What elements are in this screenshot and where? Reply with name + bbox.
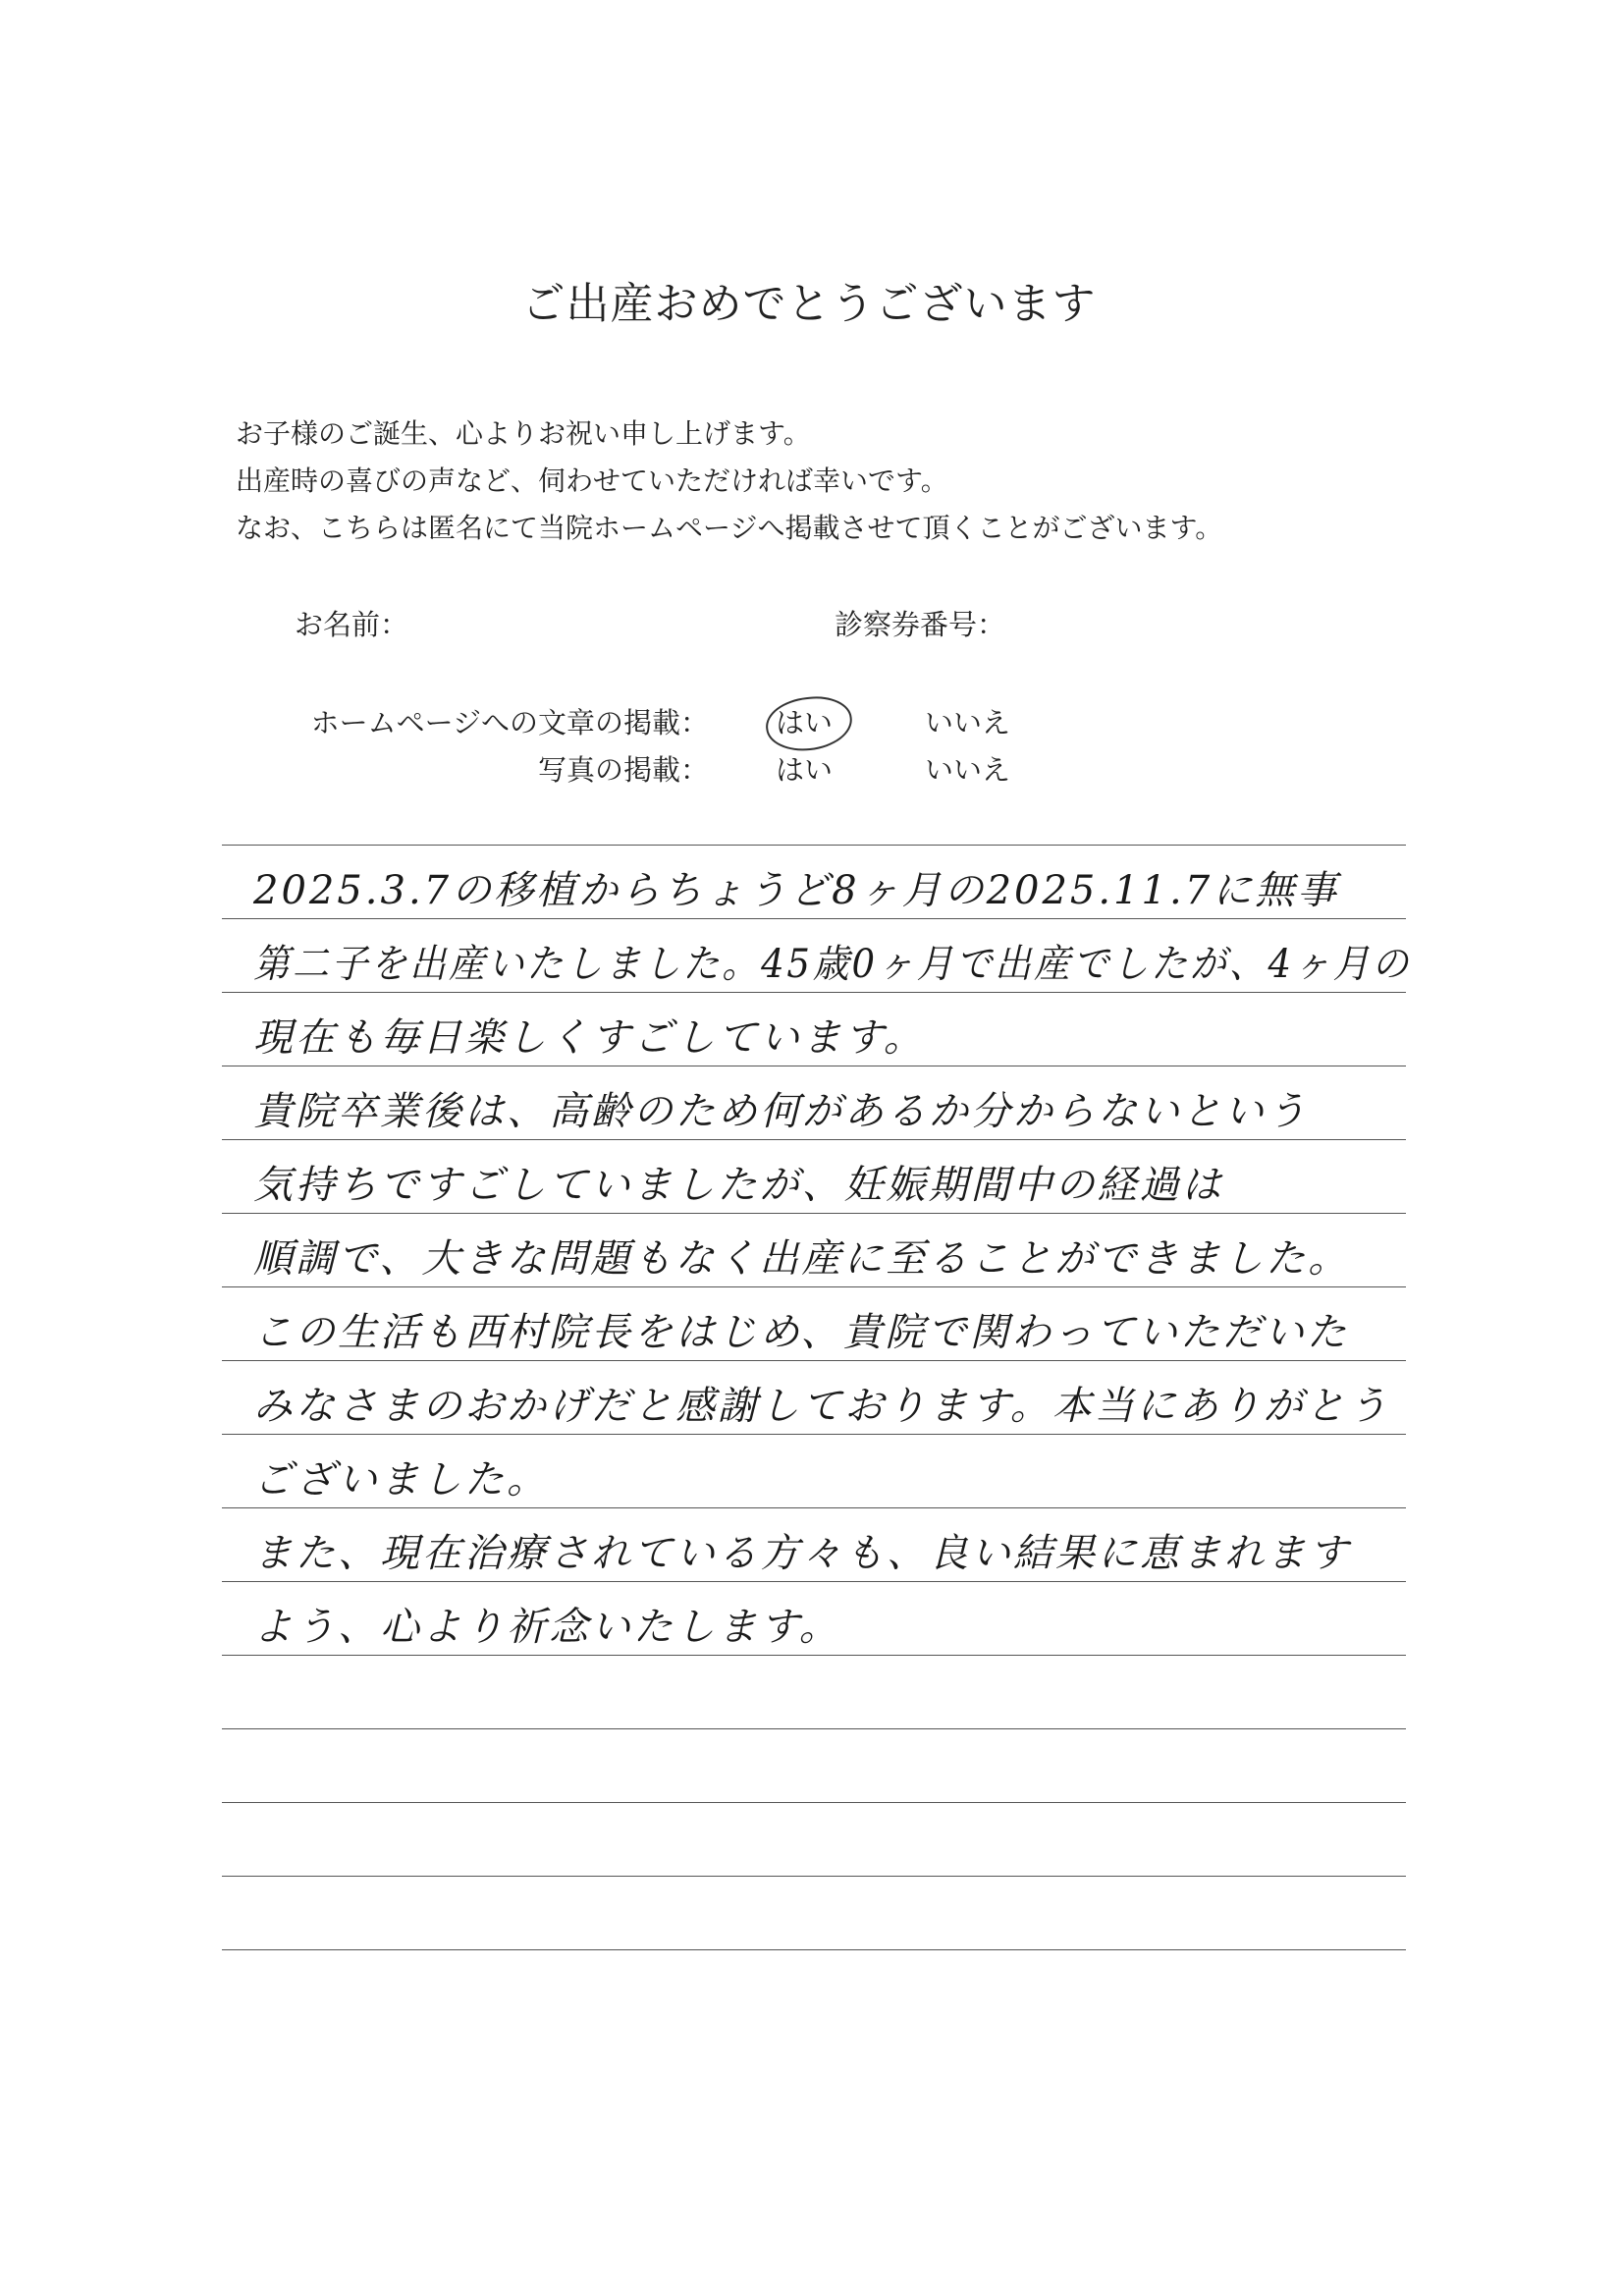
intro-line: なお、こちらは匿名にて当院ホームページへ掲載させて頂くことがございます。 [236,512,1223,544]
ruled-line [222,918,1406,919]
intro-text [236,410,1222,552]
ruled-line [222,1655,1406,1656]
name-label: お名前： [295,608,409,641]
ruled-line [222,1360,1406,1361]
ruled-line [222,1802,1406,1803]
ruled-line [222,845,1406,846]
photo-publish-no: いいえ [925,753,1011,787]
text-publish-no: いいえ [925,706,1011,739]
ruled-line [222,1139,1406,1140]
page-title: ご出産おめでとうございます [521,279,1097,329]
ruled-line [222,1213,1406,1214]
message-line: 貴院卒業後は、高齢のため何があるか分からないという [253,1089,1309,1134]
message-line: 気持ちですごしていましたが、妊娠期間中の経過は [253,1163,1224,1208]
text-publish-label: ホームページへの文章の掲載： [310,706,709,739]
message-line: 現在も毎日楽しくすごしています。 [253,1015,926,1061]
ruled-line [222,1876,1406,1877]
photo-publish-yes: はい [776,753,834,787]
message-line: みなさまのおかげだと感謝しております。本当にありがとう [253,1384,1390,1429]
ruled-line [222,1507,1406,1508]
message-line: 2025.3.7の移植からちょうど8ヶ月の2025.11.7に無事 [253,868,1340,913]
message-line: 順調で、大きな問題もなく出産に至ることができました。 [253,1236,1351,1282]
message-line: この生活も西村院長をはじめ、貴院で関わっていただいた [253,1310,1349,1355]
text-publish-yes-label: はい [776,706,834,739]
message-line: 第二子を出産いたしました。45歳0ヶ月で出産でしたが、4ヶ月の [253,942,1412,987]
ruled-line [222,1949,1406,1950]
photo-publish-label: 写真の掲載： [537,753,709,787]
message-line: よう、心より祈念いたします。 [253,1605,841,1650]
ruled-line [222,1581,1406,1582]
ruled-line [222,1286,1406,1287]
selection-circle-icon [763,693,854,755]
message-line: ございました。 [253,1457,549,1503]
ruled-line [222,992,1406,993]
intro-line: 出産時の喜びの声など、伺わせていただければ幸いです。 [236,465,948,497]
text-publish-yes [776,703,833,742]
message-line: また、現在治療されている方々も、良い結果に恵まれます [253,1531,1351,1576]
patient-number-label: 診察券番号： [835,608,1006,641]
intro-line: お子様のご誕生、心よりお祝い申し上げます。 [236,417,811,450]
ruled-line [222,1728,1406,1729]
ruled-line [222,1434,1406,1435]
